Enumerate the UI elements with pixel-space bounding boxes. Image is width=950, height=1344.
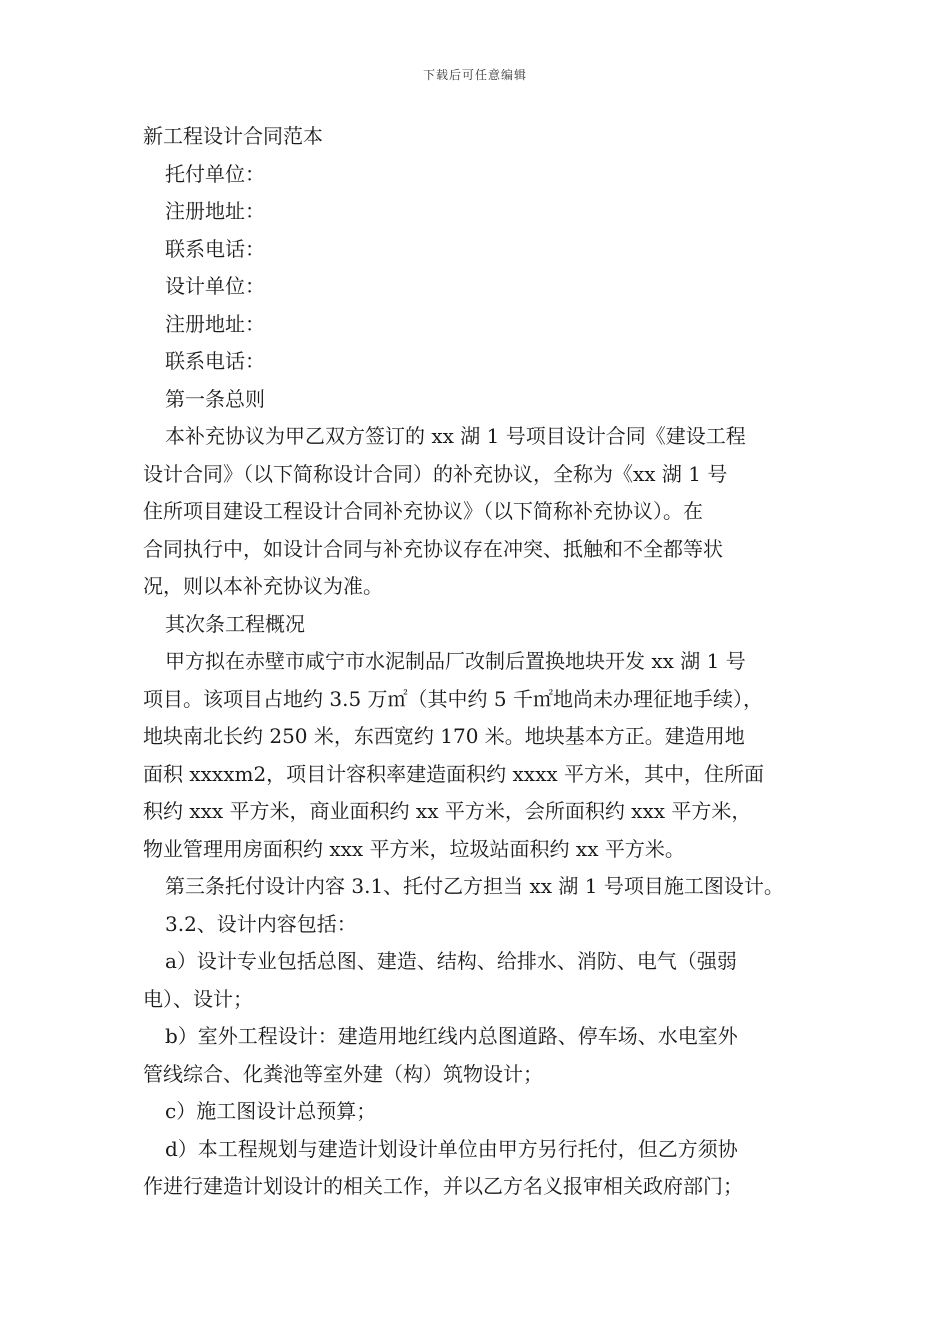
- section-3-2-heading: 3.2、设计内容包括：: [165, 911, 357, 936]
- field-design-phone: 联系电话：: [165, 349, 265, 373]
- article-1-line: 设计合同》（以下简称设计合同）的补充协议，全称为《xx 湖 1 号: [143, 461, 728, 486]
- item-a-line: a）设计专业包括总图、建造、结构、给排水、消防、电气（强弱: [165, 949, 737, 973]
- document-body: [143, 118, 818, 1206]
- article-2-line: 积约 xxx 平方米，商业面积约 xx 平方米，会所面积约 xxx 平方米，: [143, 799, 752, 823]
- article-2-line: 项目。该项目占地约 3.5 万㎡（其中约 5 千㎡地尚未办理征地手续），: [143, 686, 763, 711]
- item-d-line: 作进行建造计划设计的相关工作，并以乙方名义报审相关政府部门；: [143, 1174, 743, 1198]
- field-client-unit: 托付单位：: [165, 161, 265, 186]
- article-2-line: 地块南北长约 250 米，东西宽约 170 米。地块基本方正。建造用地: [143, 724, 745, 748]
- article-2-line: 物业管理用房面积约 xxx 平方米，垃圾站面积约 xx 平方米。: [143, 836, 685, 861]
- document-title: 新工程设计合同范本: [143, 124, 323, 148]
- field-client-phone: 联系电话：: [165, 236, 265, 261]
- article-2-line: 面积 xxxxm2，项目计容积率建造面积约 xxxx 平方米，其中，住所面: [143, 761, 764, 786]
- item-d: [143, 1131, 818, 1206]
- article-2-line: 甲方拟在赤壁市咸宁市水泥制品厂改制后置换地块开发 xx 湖 1 号: [165, 649, 746, 673]
- field-design-unit: 设计单位：: [165, 274, 265, 298]
- item-b: [143, 1018, 818, 1093]
- article-1-line: 本补充协议为甲乙双方签订的 xx 湖 1 号项目设计合同《建设工程: [165, 424, 746, 448]
- article-1-line: 况，则以本补充协议为准。: [143, 574, 383, 598]
- field-design-address: 注册地址：: [165, 311, 265, 336]
- item-d-line: d）本工程规划与建造计划设计单位由甲方另行托付，但乙方须协: [165, 1136, 738, 1161]
- item-c: c）施工图设计总预算；: [165, 1099, 377, 1123]
- page-header-note: 下载后可任意编辑: [422, 68, 527, 82]
- field-client-address: 注册地址：: [165, 199, 265, 223]
- article-1-paragraph: [143, 418, 818, 606]
- article-1-line: 住所项目建设工程设计合同补充协议》（以下简称补充协议）。在: [143, 499, 703, 523]
- article-2-paragraph: [143, 643, 818, 868]
- item-a-line: 电）、设计；: [143, 986, 253, 1011]
- item-b-line: b）室外工程设计：建造用地红线内总图道路、停车场、水电室外: [165, 1024, 738, 1048]
- article-2-heading: 其次条工程概况: [165, 611, 305, 636]
- article-1-heading: 第一条总则: [165, 386, 265, 411]
- item-b-line: 管线综合、化粪池等室外建（构）筑物设计；: [143, 1061, 543, 1086]
- item-a: [143, 943, 818, 1018]
- article-1-line: 合同执行中，如设计合同与补充协议存在冲突、抵触和不全都等状: [143, 536, 723, 561]
- article-3-heading: 第三条托付设计内容 3.1、托付乙方担当 xx 湖 1 号项目施工图设计。: [165, 874, 784, 898]
